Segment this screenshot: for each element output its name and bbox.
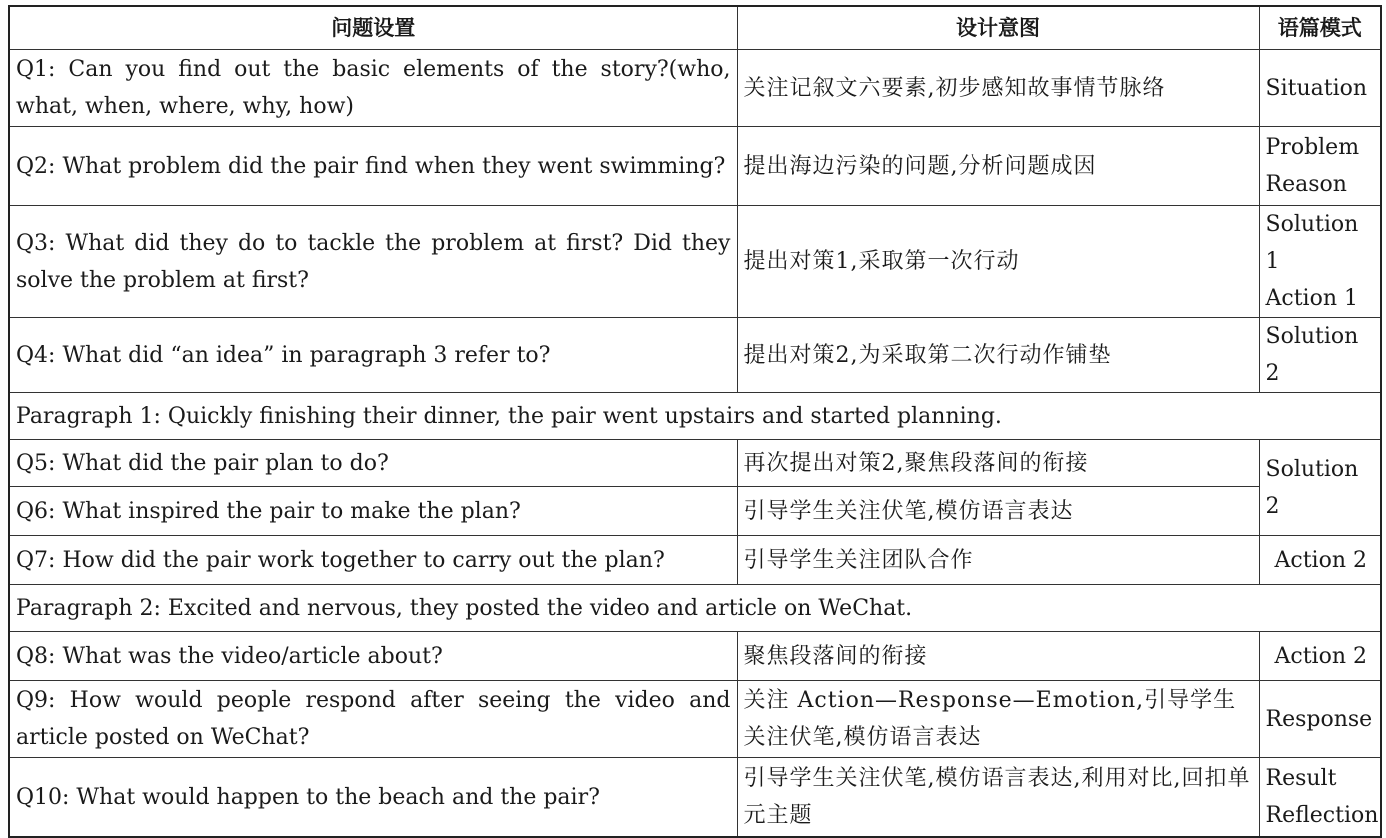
lesson-design-table: [8, 5, 1382, 838]
mode-label: Action 1: [1265, 286, 1358, 311]
question-cell: Q2: What problem did the pair find when they went swimming?: [9, 127, 737, 206]
table-row-q1: [9, 50, 1381, 127]
mode-cell: [1259, 127, 1381, 206]
question-cell: Q8: What was the video/article about?: [9, 632, 737, 681]
intent-cell: 引导学生关注团队合作: [737, 536, 1259, 585]
mode-label: Reflection: [1265, 803, 1379, 828]
mode-cell: [1259, 318, 1381, 393]
intent-cell: 提出海边污染的问题,分析问题成因: [737, 127, 1259, 206]
question-cell: Q7: How did the pair work together to carry out the plan?: [9, 536, 737, 585]
intent-cell: 提出对策1,采取第一次行动: [737, 206, 1259, 318]
mode-label: Action 2: [1274, 547, 1367, 573]
table-row-q3: [9, 206, 1381, 318]
question-cell: Q6: What inspired the pair to make the plan?: [9, 487, 737, 536]
mode-label: Action 2: [1274, 643, 1367, 669]
intent-cell: 聚焦段落间的衔接: [737, 632, 1259, 681]
mode-label: Solution 2: [1265, 324, 1359, 386]
mode-label: Problem: [1265, 135, 1360, 160]
mode-cell: [1259, 632, 1381, 681]
mode-cell: [1259, 536, 1381, 585]
lesson-design-table-container: [8, 5, 1380, 838]
question-cell: Q3: What did they do to tackle the problem at first? Did they solve the problem at first?: [9, 206, 737, 318]
intent-cell: 引导学生关注伏笔,模仿语言表达,利用对比,回扣单元主题: [737, 758, 1259, 838]
table-row-q10: [9, 758, 1381, 838]
mode-label: Response: [1265, 706, 1373, 732]
intent-cell: 再次提出对策2,聚焦段落间的衔接: [737, 440, 1259, 487]
mode-cell: [1259, 50, 1381, 127]
mode-label: Solution 1: [1265, 212, 1359, 274]
mode-cell: [1259, 758, 1381, 838]
intent-cell: 引导学生关注伏笔,模仿语言表达: [737, 487, 1259, 536]
header-question: 问题设置: [9, 6, 737, 50]
intent-cell: 关注记叙文六要素,初步感知故事情节脉络: [737, 50, 1259, 127]
mode-cell: [1259, 681, 1381, 758]
mode-cell: [1259, 440, 1381, 536]
table-row-q9: [9, 681, 1381, 758]
table-row-q8: [9, 632, 1381, 681]
question-cell: Q4: What did “an idea” in paragraph 3 refer to?: [9, 318, 737, 393]
mode-label: Reason: [1265, 172, 1347, 197]
table-row-q2: [9, 127, 1381, 206]
table-row-q6: [9, 487, 1381, 536]
question-cell: Q1: Can you find out the basic elements of the story?(who, what, when, where, why, how): [9, 50, 737, 127]
mode-label: Situation: [1265, 75, 1368, 101]
question-cell: Q5: What did the pair plan to do?: [9, 440, 737, 487]
intent-cell: 提出对策2,为采取第二次行动作铺垫: [737, 318, 1259, 393]
mode-cell: [1259, 206, 1381, 318]
table-row-q5: [9, 440, 1381, 487]
table-row-q7: [9, 536, 1381, 585]
question-cell: Q9: How would people respond after seeing the video and article posted on WeChat?: [9, 681, 737, 758]
header-mode: 语篇模式: [1259, 6, 1381, 50]
paragraph-cell: Paragraph 1: Quickly finishing their dinner, the pair went upstairs and started planning.: [9, 393, 1381, 440]
header-row: [9, 6, 1381, 50]
table-row-q4: [9, 318, 1381, 393]
paragraph-row-1: [9, 393, 1381, 440]
header-intent: 设计意图: [737, 6, 1259, 50]
paragraph-row-2: [9, 585, 1381, 632]
question-cell: Q10: What would happen to the beach and the pair?: [9, 758, 737, 838]
mode-label: Solution 2: [1265, 456, 1359, 519]
paragraph-cell: Paragraph 2: Excited and nervous, they posted the video and article on WeChat.: [9, 585, 1381, 632]
intent-cell: 关注 Action—Response—Emotion,引导学生关注伏笔,模仿语言表达: [737, 681, 1259, 758]
mode-label: Result: [1265, 766, 1337, 791]
